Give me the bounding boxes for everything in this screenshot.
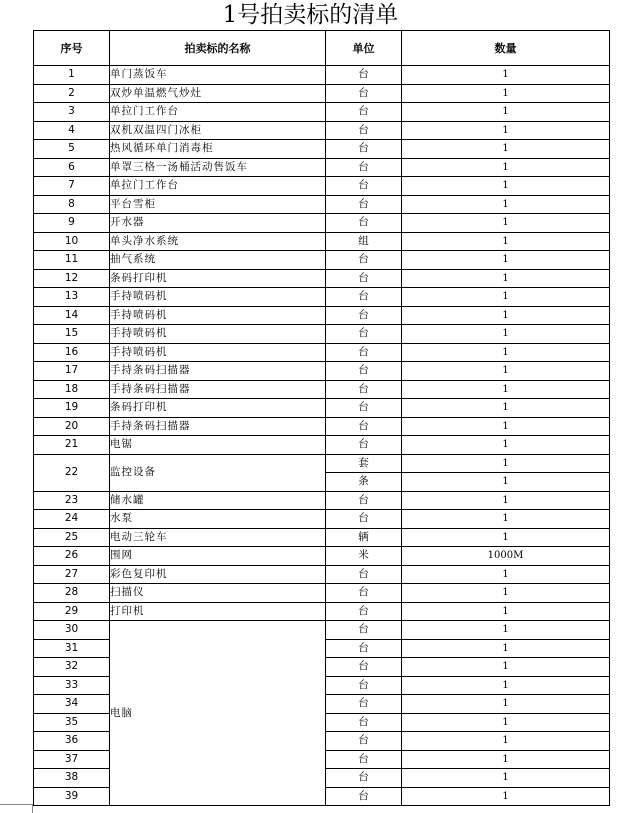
item-name: 储水罐: [110, 491, 326, 510]
row-number: 2: [34, 84, 110, 103]
row-number: 11: [34, 251, 110, 270]
row-number: 4: [34, 121, 110, 140]
item-quantity: 1: [402, 436, 610, 455]
header-name: 拍卖标的名称: [110, 31, 326, 66]
item-unit: 台: [326, 251, 402, 270]
row-number: 16: [34, 343, 110, 362]
item-name: 平台雪柜: [110, 195, 326, 214]
table-row: [34, 584, 610, 603]
item-unit: 条: [326, 473, 402, 492]
item-quantity: 1: [402, 510, 610, 529]
item-quantity: 1: [402, 417, 610, 436]
table-row: [34, 621, 610, 640]
item-unit: 台: [326, 195, 402, 214]
item-unit: 台: [326, 84, 402, 103]
row-number: 36: [34, 732, 110, 751]
item-unit: 台: [326, 621, 402, 640]
table-row: [34, 602, 610, 621]
item-name: 单门蒸饭车: [110, 66, 326, 85]
row-number: 22: [34, 454, 110, 491]
table-row: [34, 103, 610, 122]
table-row: [34, 232, 610, 251]
row-number: 10: [34, 232, 110, 251]
item-name: 双炒单温燃气炒灶: [110, 84, 326, 103]
row-number: 26: [34, 547, 110, 566]
auction-items-table: [33, 30, 610, 806]
table-row: [34, 417, 610, 436]
item-quantity: 1: [402, 195, 610, 214]
item-unit: 台: [326, 676, 402, 695]
table-row: [34, 547, 610, 566]
table-row: [34, 565, 610, 584]
header-qty: 数量: [402, 31, 610, 66]
item-unit: 台: [326, 343, 402, 362]
row-number: 9: [34, 214, 110, 233]
item-name: 电脑: [110, 621, 326, 806]
table-row: [34, 177, 610, 196]
item-quantity: 1: [402, 380, 610, 399]
item-unit: 台: [326, 121, 402, 140]
row-number: 17: [34, 362, 110, 381]
item-quantity: 1: [402, 639, 610, 658]
page-title: 1号拍卖标的清单: [222, 2, 399, 28]
item-name: 单拉门工作台: [110, 177, 326, 196]
item-quantity: 1: [402, 750, 610, 769]
item-quantity: 1: [402, 177, 610, 196]
item-name: 彩色复印机: [110, 565, 326, 584]
item-unit: 台: [326, 214, 402, 233]
table-row: [34, 343, 610, 362]
row-number: 7: [34, 177, 110, 196]
item-name: 抽气系统: [110, 251, 326, 270]
item-name: 电锯: [110, 436, 326, 455]
row-number: 34: [34, 695, 110, 714]
row-number: 29: [34, 602, 110, 621]
table-row: [34, 436, 610, 455]
header-no: 序号: [34, 31, 110, 66]
item-name: 单拉门工作台: [110, 103, 326, 122]
row-number: 12: [34, 269, 110, 288]
row-number: 21: [34, 436, 110, 455]
item-unit: 台: [326, 769, 402, 788]
item-name: 水泵: [110, 510, 326, 529]
item-quantity: 1: [402, 454, 610, 473]
item-unit: 辆: [326, 528, 402, 547]
item-quantity: 1: [402, 584, 610, 603]
row-number: 3: [34, 103, 110, 122]
item-unit: 台: [326, 565, 402, 584]
item-unit: 台: [326, 325, 402, 344]
item-quantity: 1: [402, 288, 610, 307]
row-number: 24: [34, 510, 110, 529]
table-row: [34, 251, 610, 270]
row-number: 5: [34, 140, 110, 159]
item-quantity: 1: [402, 399, 610, 418]
row-number: 14: [34, 306, 110, 325]
row-number: 13: [34, 288, 110, 307]
row-number: 8: [34, 195, 110, 214]
item-quantity: 1: [402, 602, 610, 621]
row-number: 32: [34, 658, 110, 677]
item-name: 手持喷码机: [110, 343, 326, 362]
item-quantity: 1: [402, 158, 610, 177]
item-unit: 台: [326, 732, 402, 751]
item-quantity: 1: [402, 491, 610, 510]
item-unit: 台: [326, 584, 402, 603]
table-body: [34, 66, 610, 806]
row-number: 19: [34, 399, 110, 418]
item-quantity: 1: [402, 473, 610, 492]
item-quantity: 1: [402, 769, 610, 788]
row-number: 18: [34, 380, 110, 399]
item-quantity: 1: [402, 343, 610, 362]
item-name: 围网: [110, 547, 326, 566]
item-unit: 台: [326, 158, 402, 177]
table-row: [34, 288, 610, 307]
item-unit: 台: [326, 362, 402, 381]
item-name: 手持喷码机: [110, 288, 326, 307]
item-name: 手持喷码机: [110, 325, 326, 344]
item-unit: 台: [326, 399, 402, 418]
row-number: 28: [34, 584, 110, 603]
table-row: [34, 84, 610, 103]
item-quantity: 1: [402, 732, 610, 751]
item-quantity: 1: [402, 214, 610, 233]
item-quantity: 1: [402, 306, 610, 325]
row-number: 35: [34, 713, 110, 732]
table-row: [34, 140, 610, 159]
item-quantity: 1: [402, 362, 610, 381]
table-row: [34, 158, 610, 177]
item-quantity: 1: [402, 676, 610, 695]
item-quantity: 1: [402, 325, 610, 344]
row-number: 31: [34, 639, 110, 658]
row-number: 38: [34, 769, 110, 788]
table-row: [34, 528, 610, 547]
table-row: [34, 269, 610, 288]
item-quantity: 1: [402, 140, 610, 159]
item-quantity: 1: [402, 695, 610, 714]
item-name: 手持喷码机: [110, 306, 326, 325]
item-unit: 台: [326, 103, 402, 122]
row-number: 27: [34, 565, 110, 584]
item-quantity: 1: [402, 713, 610, 732]
item-name: 条码打印机: [110, 399, 326, 418]
item-quantity: 1: [402, 66, 610, 85]
item-quantity: 1: [402, 658, 610, 677]
table-row: [34, 306, 610, 325]
item-name: 开水器: [110, 214, 326, 233]
item-name: 电动三轮车: [110, 528, 326, 547]
item-name: 手持条码扫描器: [110, 380, 326, 399]
item-quantity: 1: [402, 528, 610, 547]
table-row: [34, 380, 610, 399]
item-name: 热风循环单门消毒柜: [110, 140, 326, 159]
item-quantity: 1: [402, 621, 610, 640]
table-row: [34, 491, 610, 510]
row-number: 37: [34, 750, 110, 769]
item-unit: 台: [326, 695, 402, 714]
header-unit: 单位: [326, 31, 402, 66]
item-name: 扫描仪: [110, 584, 326, 603]
table-row: [34, 510, 610, 529]
item-quantity: 1000M: [402, 547, 610, 566]
row-number: 23: [34, 491, 110, 510]
item-unit: 台: [326, 750, 402, 769]
row-number: 20: [34, 417, 110, 436]
row-number: 15: [34, 325, 110, 344]
table-row: [34, 399, 610, 418]
item-quantity: 1: [402, 121, 610, 140]
table-row: [34, 66, 610, 85]
row-number: 25: [34, 528, 110, 547]
item-unit: 台: [326, 140, 402, 159]
item-unit: 台: [326, 66, 402, 85]
item-unit: 台: [326, 436, 402, 455]
table-row: [34, 214, 610, 233]
item-name: 单罩三格一汤桶活动售饭车: [110, 158, 326, 177]
item-unit: 台: [326, 510, 402, 529]
item-quantity: 1: [402, 565, 610, 584]
item-unit: 台: [326, 658, 402, 677]
item-unit: 组: [326, 232, 402, 251]
row-number: 1: [34, 66, 110, 85]
row-number: 39: [34, 787, 110, 806]
item-quantity: 1: [402, 251, 610, 270]
item-unit: 米: [326, 547, 402, 566]
row-number: 30: [34, 621, 110, 640]
table-row: [34, 362, 610, 381]
item-name: 双机双温四门冰柜: [110, 121, 326, 140]
table-row: [34, 195, 610, 214]
item-name: 手持条码扫描器: [110, 362, 326, 381]
table-row: [34, 325, 610, 344]
table-row: [34, 454, 610, 473]
item-unit: 台: [326, 380, 402, 399]
table-header-row: [34, 31, 610, 66]
item-unit: 台: [326, 269, 402, 288]
item-unit: 台: [326, 288, 402, 307]
item-unit: 台: [326, 639, 402, 658]
item-name: 打印机: [110, 602, 326, 621]
item-unit: 台: [326, 417, 402, 436]
item-quantity: 1: [402, 269, 610, 288]
item-name: 手持条码扫描器: [110, 417, 326, 436]
item-quantity: 1: [402, 787, 610, 806]
item-quantity: 1: [402, 84, 610, 103]
table-row: [34, 121, 610, 140]
item-unit: 台: [326, 306, 402, 325]
item-name: 监控设备: [110, 454, 326, 491]
row-number: 33: [34, 676, 110, 695]
item-unit: 台: [326, 787, 402, 806]
item-quantity: 1: [402, 232, 610, 251]
item-name: 单头净水系统: [110, 232, 326, 251]
item-unit: 台: [326, 713, 402, 732]
item-unit: 台: [326, 491, 402, 510]
row-number: 6: [34, 158, 110, 177]
item-unit: 套: [326, 454, 402, 473]
item-quantity: 1: [402, 103, 610, 122]
item-name: 条码打印机: [110, 269, 326, 288]
item-unit: 台: [326, 177, 402, 196]
item-unit: 台: [326, 602, 402, 621]
